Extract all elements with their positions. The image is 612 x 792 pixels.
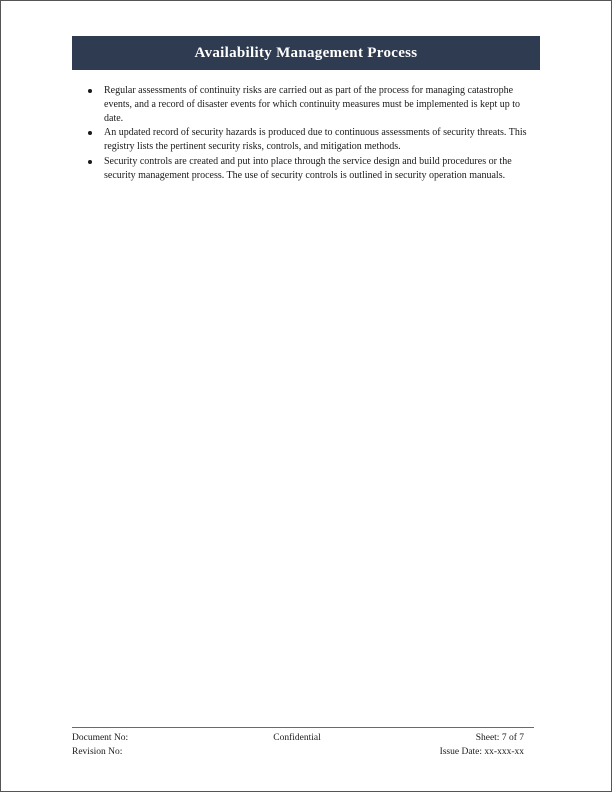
list-item (88, 84, 532, 125)
list-item-text: Regular assessments of continuity risks are carried out as part of the process for managing catastrophe events, and a record of disaster events for which continuity measures must be implemented is kept up to date. (104, 85, 521, 124)
page-footer (72, 731, 524, 759)
footer-divider (72, 727, 534, 728)
footer-row-bottom (72, 745, 524, 759)
bullet-icon (88, 89, 92, 93)
list-item-text: Security controls are created and put into place through the service design and build procedures or the security management process. The use of security controls is outlined in security operation manuals. (104, 155, 512, 181)
footer-row-top (72, 731, 524, 745)
classification-label: Confidential (273, 733, 321, 743)
page-title: Availability Management Process (194, 44, 418, 61)
issue-date: Issue Date: xx-xxx-xx (439, 747, 524, 757)
title-banner (72, 36, 540, 70)
list-item (88, 155, 532, 183)
revision-no-label: Revision No: (72, 747, 123, 757)
bullet-list (88, 84, 532, 184)
document-no-label: Document No: (72, 733, 129, 743)
list-item-text: An updated record of security hazards is produced due to continuous assessments of security threats. This registry lists the pertinent security risks, controls, and mitigation methods. (104, 127, 527, 153)
bullet-icon (88, 131, 92, 135)
sheet-number: Sheet: 7 of 7 (475, 733, 524, 743)
bullet-icon (88, 160, 92, 164)
list-item (88, 126, 532, 154)
